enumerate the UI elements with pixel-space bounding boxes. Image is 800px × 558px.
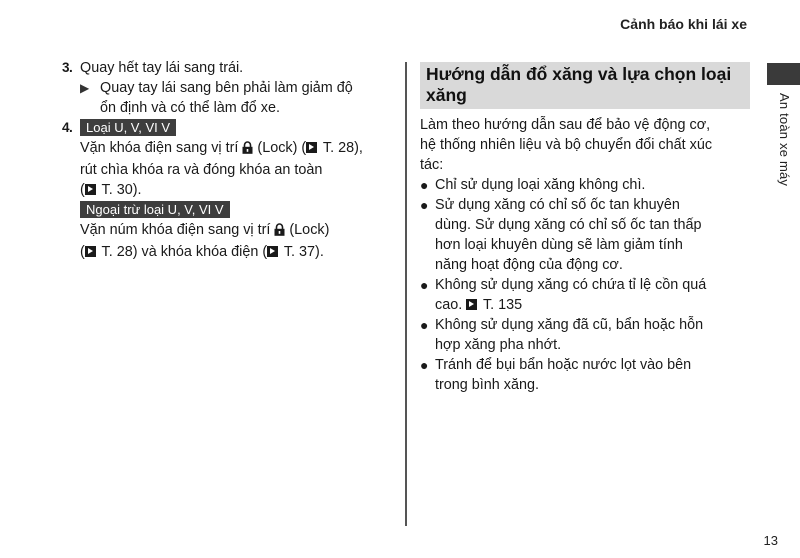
paragraph-text: Vặn khóa điện sang vị trí [80,140,243,156]
left-column [62,58,397,262]
page-reference-icon [85,184,96,195]
list-item-text: dùng. Sử dụng xăng có chỉ số ốc tan thấp [435,217,702,233]
paragraph-text: ( [80,244,85,260]
lock-icon [274,222,285,242]
bullet-icon: ● [420,357,429,373]
model-tag: Loại U, V, VI V [80,119,176,136]
page-reference: T. 37). [280,244,324,260]
paragraph-text: ( [80,182,85,198]
list-item-text: hợp xăng pha nhớt. [435,337,562,353]
bullet-icon: ● [420,317,429,333]
model-tag: Ngoại trừ loại U, V, VI V [80,201,230,218]
intro-line: tác: [420,157,444,173]
step-text: Quay hết tay lái sang trái. [80,60,244,76]
note-line: ổn định và có thể làm đổ xe. [100,100,280,116]
section-heading [420,62,750,109]
paragraph-text: Vặn núm khóa điện sang vị trí [80,222,275,238]
page-number: 13 [763,533,778,548]
list-item-text: cao. [435,297,467,313]
page-reference-icon [466,299,477,310]
list-item-text: Chỉ sử dụng loại xăng không chì. [435,177,646,193]
page-reference: T. 28), [319,140,363,156]
column-divider [405,62,407,526]
list-item-text: Tránh để bụi bẩn hoặc nước lọt vào bên [435,357,692,373]
step-number: 4. [62,120,73,135]
step-4-paragraph-2 [62,220,397,262]
page-reference: T. 28) và khóa khóa điện ( [97,244,268,260]
list-item [420,355,750,395]
page-reference-icon [85,246,96,257]
page-reference-icon [267,246,278,257]
arrow-right-icon: ▶ [80,81,90,95]
list-item [420,175,750,195]
list-item-text: Không sử dụng xăng đã cũ, bẩn hoặc hỗn [435,317,704,333]
bullet-icon: ● [420,197,429,213]
bullet-icon: ● [420,177,429,193]
intro-paragraph [420,115,750,175]
paragraph-text: (Lock) ( [253,140,307,156]
paragraph-text: rút chìa khóa ra và đóng khóa an toàn [80,162,323,178]
list-item-text: trong bình xăng. [435,377,540,393]
list-item-text: năng hoạt động của động cơ. [435,257,623,273]
section-side-label: An toàn xe máy [777,93,792,187]
page-reference: T. 135 [479,297,523,313]
page-reference-icon [306,142,317,153]
list-item [420,315,750,355]
list-item-text: hơn loại khuyên dùng sẽ làm giảm tính [435,237,683,253]
step-number: 3. [62,60,73,75]
list-item [420,275,750,315]
bullet-icon: ● [420,277,429,293]
step-3-note [62,78,397,118]
heading-line: Hướng dẫn đổ xăng và lựa chọn loại [426,64,732,84]
intro-line: hệ thống nhiên liệu và bộ chuyển đổi chất xúc [420,137,713,153]
heading-line: xăng [426,85,467,105]
list-item-text: Không sử dụng xăng có chứa tỉ lệ cồn quá [435,277,707,293]
paragraph-text: (Lock) [285,222,330,238]
step-4-paragraph-1 [62,138,397,200]
section-tab-marker [767,63,800,85]
step-4 [62,118,397,138]
lock-icon [242,140,253,160]
page-reference: T. 30). [97,182,142,198]
page-header-title: Cảnh báo khi lái xe [620,16,747,32]
intro-line: Làm theo hướng dẫn sau để bảo vệ động cơ, [420,117,711,133]
note-line: Quay tay lái sang bên phải làm giảm độ [100,80,353,96]
list-item [420,195,750,275]
right-column [420,62,750,395]
list-item-text: Sử dụng xăng có chỉ số ốc tan khuyên [435,197,680,213]
step-3 [62,58,397,78]
step-4-tag-row [62,200,397,220]
